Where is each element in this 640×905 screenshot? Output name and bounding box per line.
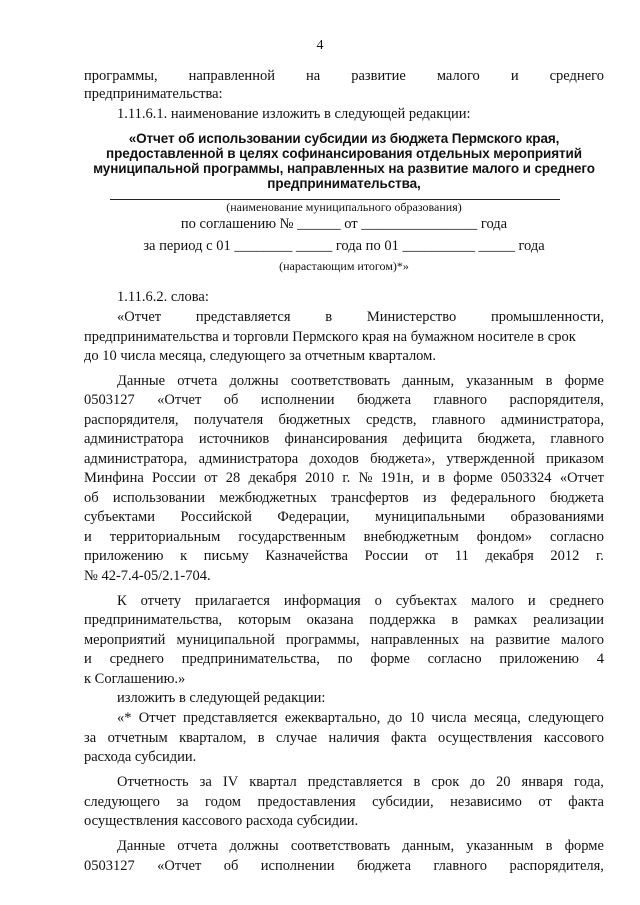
word: Отчет	[138, 710, 176, 726]
word: утвержденной	[446, 451, 535, 467]
word: от	[204, 470, 218, 486]
word: приложению	[84, 548, 164, 564]
word: федерального	[450, 490, 536, 506]
word: субъектами	[84, 509, 155, 525]
word: администратора	[198, 451, 299, 467]
body-line	[84, 507, 604, 527]
word: доходов	[309, 451, 359, 467]
word: числа	[431, 710, 467, 726]
word: приложению	[499, 651, 579, 667]
word: распорядителя,	[509, 392, 604, 408]
word: кварталом,	[179, 730, 247, 746]
word: «Отчет	[117, 309, 162, 325]
word: малого	[471, 593, 514, 609]
word: муниципальной	[176, 632, 275, 648]
word: исполнении	[260, 392, 335, 408]
body-line	[117, 708, 604, 728]
word: представляется	[195, 309, 291, 325]
body-line: расхода субсидии.	[84, 749, 197, 765]
form-caption-municipality: (наименование муниципального образования)	[226, 200, 462, 214]
form-period-line: за период с 01 ________ _____ года по 01 __________ _____ года	[143, 238, 545, 254]
word: среднего	[549, 593, 604, 609]
word: до	[387, 710, 403, 726]
word: 2012	[550, 548, 580, 564]
word: на	[306, 68, 321, 84]
word: следующего	[528, 710, 604, 726]
word: от	[538, 794, 552, 810]
word: согласно	[549, 529, 604, 545]
word: и	[84, 529, 92, 545]
word: письму	[203, 548, 249, 564]
word: среднего	[549, 68, 604, 84]
word: г.	[342, 470, 351, 486]
body-line	[84, 546, 604, 566]
word: Министерство	[366, 309, 457, 325]
word: поддержка	[369, 612, 436, 628]
word: форме	[564, 838, 604, 854]
title-line-2: предоставленной в целях софинансирования отдельных мероприятий	[106, 146, 582, 161]
word: предпринимательства,	[84, 612, 223, 628]
word: данным,	[402, 838, 455, 854]
word: 2010	[305, 470, 335, 486]
word: форме	[564, 373, 604, 389]
body-line	[84, 488, 604, 508]
word: развитие	[495, 632, 550, 648]
word: о	[374, 593, 382, 609]
body-line	[84, 468, 604, 488]
word: главного	[433, 392, 488, 408]
word: в	[257, 730, 265, 746]
word: «Отчет	[157, 858, 202, 874]
word: Отчетность	[117, 774, 189, 790]
word: в	[451, 612, 459, 628]
word: фондом»	[476, 529, 532, 545]
body-line	[117, 591, 604, 611]
word: в	[545, 373, 553, 389]
body-line: осуществления кассового расхода субсидии.	[84, 813, 359, 829]
word: К	[117, 593, 127, 609]
word: малого	[436, 68, 480, 84]
word: «*	[117, 710, 132, 726]
word: наличия	[328, 730, 380, 746]
word: и	[510, 68, 519, 84]
word: об	[223, 858, 239, 874]
word: осуществления	[437, 730, 533, 746]
word: независимо	[450, 794, 522, 810]
word: территориальным	[109, 529, 221, 545]
word: месяца,	[473, 710, 521, 726]
word: Минфина	[84, 470, 144, 486]
word: к	[180, 548, 188, 564]
word: главного	[550, 431, 604, 447]
word: направленных	[370, 632, 459, 648]
word: внебюджетным	[363, 529, 459, 545]
word: 4	[596, 651, 604, 667]
word: 0503324	[500, 470, 552, 486]
word: отчету	[140, 593, 182, 609]
word: до	[470, 774, 485, 790]
word: главного	[433, 858, 488, 874]
body-line	[84, 649, 604, 669]
body-line	[117, 307, 604, 327]
word: IV	[222, 774, 239, 790]
word: 0503127	[84, 392, 135, 408]
word: России	[364, 548, 409, 564]
word: оказана	[306, 612, 354, 628]
word: соответствовать	[290, 373, 391, 389]
word: года,	[574, 774, 604, 790]
word: среднего	[109, 651, 164, 667]
word: трансфертов	[331, 490, 409, 506]
page-number: 4	[316, 38, 324, 53]
word: программы,	[285, 632, 360, 648]
body-line	[84, 527, 604, 547]
word: «Отчет	[559, 470, 604, 486]
body-line: изложить в следующей редакции:	[117, 690, 326, 706]
word: Данные	[117, 373, 166, 389]
header-line-2: предпринимательства:	[84, 86, 223, 102]
title-line-1: «Отчет об использовании субсидии из бюджета Пермского края,	[128, 131, 560, 146]
word: администратора,	[500, 412, 604, 428]
word: квартал	[249, 774, 297, 790]
word: факта	[568, 794, 604, 810]
word: в	[325, 309, 333, 325]
word: об	[223, 392, 239, 408]
body-line: предпринимательства и торговли Пермского края на бумажном носителе в срок	[84, 329, 576, 345]
word: программы,	[84, 68, 158, 84]
word: промышленности,	[490, 309, 604, 325]
header-line-3: 1.11.6.1. наименование изложить в следующей редакции:	[117, 106, 471, 122]
word: случае	[276, 730, 318, 746]
body-line: № 42-7.4-05/2.1-704.	[84, 568, 211, 584]
body-line	[84, 630, 604, 650]
body-line: до 10 числа месяца, следующего за отчетным кварталом.	[84, 348, 436, 364]
word: за	[176, 794, 189, 810]
title-line-3: муниципальной программы, направленных на развитие малого и среднего	[93, 161, 595, 176]
word: в	[413, 774, 421, 790]
body-line	[84, 610, 604, 630]
word: Данные	[117, 838, 166, 854]
word: приказом	[546, 451, 604, 467]
word: данным,	[402, 373, 455, 389]
word: информация	[283, 593, 361, 609]
body-line: к Соглашению.»	[84, 671, 186, 687]
word: администратора	[84, 431, 184, 447]
word: «Отчет	[157, 392, 202, 408]
form-cumulative-caption: (нарастающим итогом)*»	[279, 259, 409, 273]
word: малого	[560, 632, 604, 648]
form-agreement-line: по соглашению № ______ от ________________ года	[180, 216, 508, 232]
word: ежеквартально,	[284, 710, 381, 726]
word: предпринимательства,	[181, 651, 320, 667]
word: и	[84, 651, 92, 667]
word: 191н,	[380, 470, 414, 486]
body-line	[84, 390, 604, 410]
word: представляется	[182, 710, 278, 726]
word: 10	[409, 710, 425, 726]
word: за	[84, 730, 97, 746]
word: в	[545, 838, 553, 854]
word: рамках	[473, 612, 518, 628]
body-line	[84, 792, 604, 812]
body-line	[84, 728, 604, 748]
body-line	[84, 856, 604, 876]
word: реализации	[533, 612, 604, 628]
word: представляется	[307, 774, 403, 790]
word: декабря	[485, 548, 534, 564]
word: бюджетных	[278, 412, 351, 428]
word: бюджета,	[477, 431, 536, 447]
word: бюджета»,	[370, 451, 436, 467]
word: субсидии,	[372, 794, 434, 810]
word: форме	[370, 651, 410, 667]
word: отчета	[177, 838, 218, 854]
title-line-4: предпринимательства,	[267, 176, 421, 191]
word: администратора,	[84, 451, 188, 467]
word: отчетным	[107, 730, 168, 746]
body-line	[84, 429, 604, 449]
word: об	[84, 490, 99, 506]
word: которым	[237, 612, 291, 628]
word: субъектах	[395, 593, 458, 609]
body-line	[84, 449, 604, 469]
word: отчета	[177, 373, 218, 389]
word: использовании	[112, 490, 205, 506]
word: за	[199, 774, 212, 790]
word: следующего	[84, 794, 160, 810]
word: межбюджетных	[219, 490, 317, 506]
word: от	[424, 548, 439, 564]
word: муниципальными	[374, 509, 486, 525]
word: №	[358, 470, 373, 486]
word: Казначейства	[265, 548, 348, 564]
body-line	[84, 410, 604, 430]
word: должны	[229, 373, 279, 389]
word: направленной	[188, 68, 275, 84]
word: согласно	[427, 651, 482, 667]
word: и	[527, 593, 536, 609]
word: исполнении	[260, 858, 335, 874]
body-line	[117, 371, 604, 391]
word: годом	[205, 794, 241, 810]
body-line	[117, 772, 604, 792]
word: указанным	[466, 373, 534, 389]
word: и	[422, 470, 430, 486]
word: 20	[496, 774, 511, 790]
word: распорядителя,	[84, 412, 179, 428]
word: главного	[431, 412, 486, 428]
word: прилагается	[195, 593, 270, 609]
word: 11	[454, 548, 469, 564]
word: развитие	[351, 68, 406, 84]
word: средств,	[365, 412, 417, 428]
word: финансирования	[284, 431, 388, 447]
word: форме	[453, 470, 493, 486]
body-line	[117, 836, 604, 856]
word: получателя	[193, 412, 264, 428]
word: дефицита	[402, 431, 463, 447]
word: г.	[596, 548, 604, 564]
word: января	[521, 774, 563, 790]
word: бюджета	[356, 858, 412, 874]
word: срок	[431, 774, 460, 790]
header-line-1	[84, 66, 604, 86]
word: образованиями	[510, 509, 604, 525]
word: из	[422, 490, 437, 506]
word: бюджета	[549, 490, 604, 506]
word: источников	[198, 431, 270, 447]
word: декабря	[248, 470, 297, 486]
word: 28	[225, 470, 241, 486]
word: 0503127	[84, 858, 135, 874]
word: мероприятий	[84, 632, 166, 648]
word: государственным	[238, 529, 346, 545]
word: предоставления	[257, 794, 356, 810]
word: России	[152, 470, 196, 486]
word: указанным	[466, 838, 534, 854]
word: Федерации,	[277, 509, 350, 525]
word: Российской	[180, 509, 252, 525]
word: распорядителя,	[509, 858, 604, 874]
word: бюджета	[356, 392, 412, 408]
word: факта	[390, 730, 427, 746]
word: на	[470, 632, 485, 648]
word: соответствовать	[290, 838, 391, 854]
word: кассового	[543, 730, 604, 746]
body-line: 1.11.6.2. слова:	[117, 289, 209, 305]
word: в	[438, 470, 445, 486]
word: по	[337, 651, 353, 667]
word: должны	[229, 838, 279, 854]
